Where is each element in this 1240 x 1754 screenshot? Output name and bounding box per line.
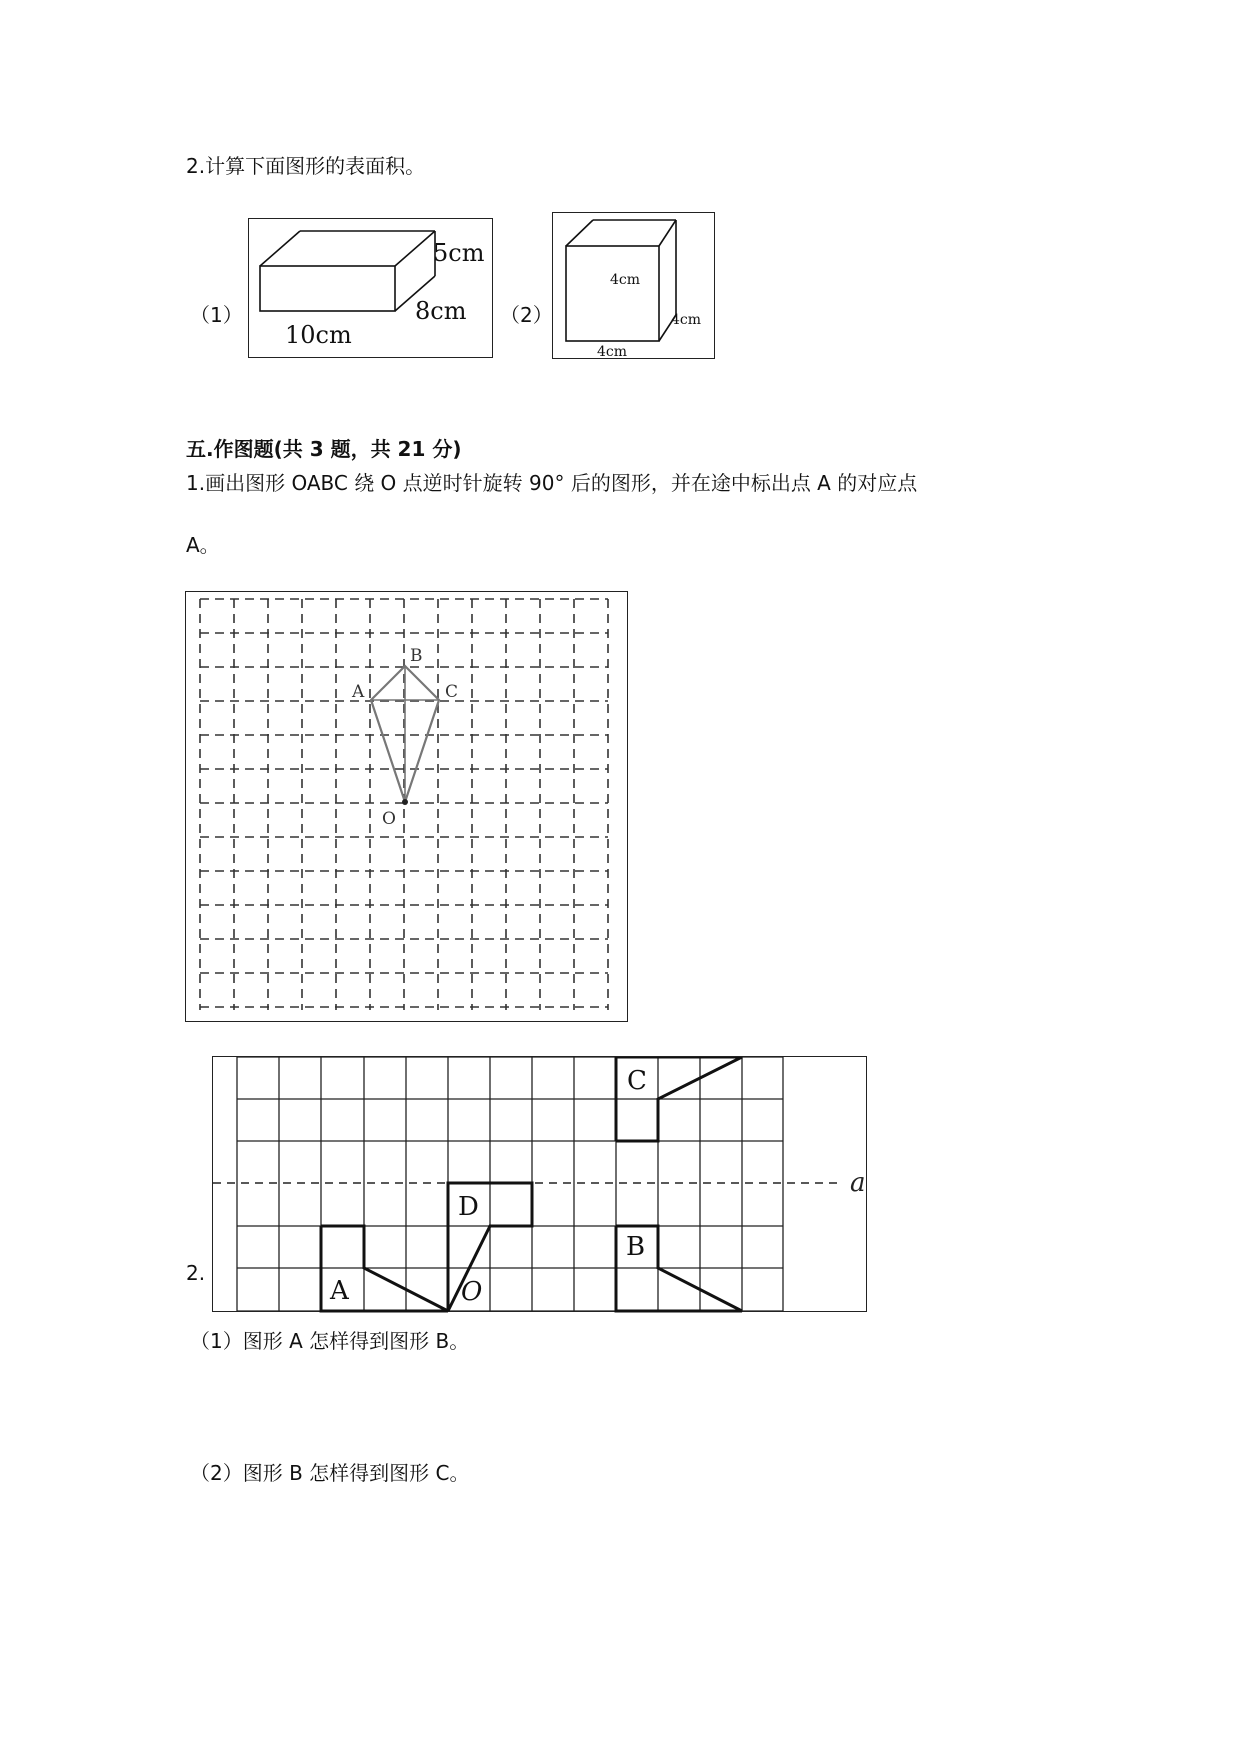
label-a: A [352, 682, 365, 702]
q1-text-line2: A。 [186, 533, 220, 557]
transformation-grid-figure [212, 1056, 867, 1312]
rotation-grid [186, 592, 629, 1023]
point-o [402, 799, 408, 805]
grid2-label-o: O [461, 1277, 483, 1307]
cuboid-width-label: 8cm [415, 297, 467, 325]
grid2-label-c: C [627, 1066, 647, 1096]
grid2-label-d: D [458, 1192, 479, 1222]
cuboid-drawing [249, 219, 494, 359]
transformation-grid [213, 1057, 868, 1313]
q2-sub2-text: （2）图形 B 怎样得到图形 C。 [190, 1461, 470, 1485]
q1-text-line1: 1.画出图形 OABC 绕 O 点逆时针旋转 90° 后的图形，并在途中标出点 A 的对应点 [186, 471, 918, 495]
cuboid-height-label: 5cm [433, 239, 485, 267]
label-b: B [410, 646, 423, 666]
label-c: C [445, 682, 459, 702]
question-2-title: 2.计算下面图形的表面积。 [186, 154, 426, 178]
grid2-label-a: A [330, 1276, 349, 1306]
q2-sub1-text: （1）图形 A 怎样得到图形 B。 [190, 1329, 470, 1353]
rotation-grid-figure [185, 591, 628, 1022]
section-5-title: 五.作图题(共 3 题，共 21 分) [186, 437, 462, 461]
cuboid-figure [248, 218, 493, 358]
cuboid-length-label: 10cm [285, 321, 352, 349]
cube-drawing [553, 213, 716, 360]
q2-number: 2. [186, 1261, 206, 1285]
figure-2-number: （2） [500, 303, 553, 327]
axis-label-a: a [850, 1168, 866, 1198]
cube-depth-label: 4cm [671, 312, 702, 328]
label-o: O [382, 809, 396, 829]
figure-1-number: （1） [190, 303, 243, 327]
grid2-label-b: B [626, 1232, 646, 1262]
cube-length-label: 4cm [597, 344, 628, 360]
cube-height-label: 4cm [610, 272, 641, 288]
cube-figure [552, 212, 715, 359]
